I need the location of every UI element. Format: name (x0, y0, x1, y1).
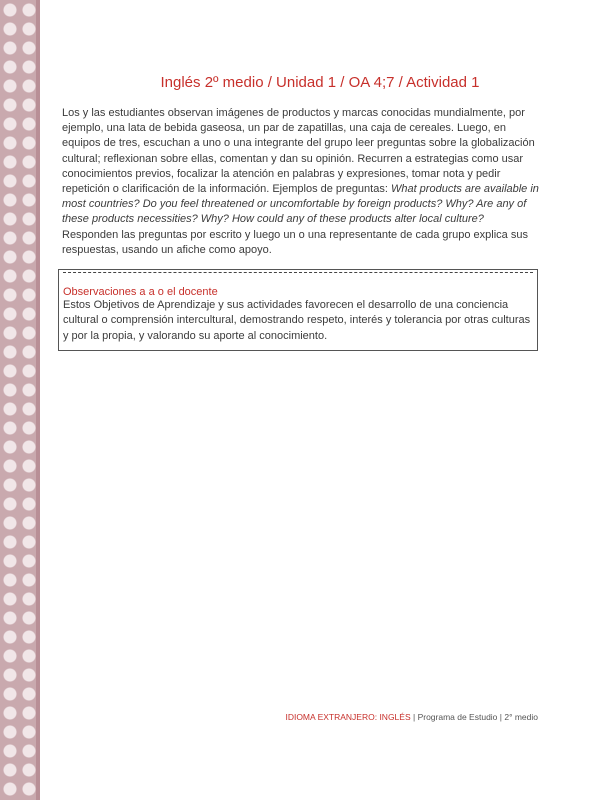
teacher-observations-box (58, 269, 538, 351)
footer-program: Programa de Estudio (417, 712, 498, 722)
page-title: Inglés 2º medio / Unidad 1 / OA 4;7 / Actividad 1 (160, 74, 480, 91)
activity-closing: Responden las preguntas por escrito y luego un o una representante de cada grupo explica sus respuestas, usando un afiche como apoyo. (62, 228, 528, 256)
page-footer (285, 712, 538, 722)
footer-separator-1: | (410, 712, 418, 722)
box-dashed-rule (63, 272, 533, 273)
activity-questions: What products are available in most countries? Do you feel threatened or uncomfortable by foreign products? Why? Are any of these products necessities? Why? How could any of these products alter local culture? (62, 183, 539, 226)
footer-grade: 2° medio (504, 712, 538, 722)
footer-subject: IDIOMA EXTRANJERO: INGLÉS (285, 712, 411, 722)
tile-pattern (0, 0, 40, 800)
activity-description (62, 106, 540, 258)
decorative-side-strip (0, 0, 40, 800)
strip-edge (36, 0, 40, 800)
activity-intro: Los y las estudiantes observan imágenes de productos y marcas conocidas mundialmente, por ejemplo, una lata de bebida gaseosa, un par de zapatillas, una caja de cereales. Luego, en equipos de tres, escuchan a uno o una integrante del grupo leer preguntas sobre la globalización cultural; reflexionan sobre ellas, comentan y dan su opinión. Recurren a estrategias como usar conocimientos previos, focalizar la atención en palabras y expresiones, tomar nota y pedir repetición o clarificación de la información. Ejemplos de preguntas: (62, 107, 535, 196)
observations-title: Observaciones a a o el docente (63, 286, 218, 298)
observations-text: Estos Objetivos de Aprendizaje y sus actividades favorecen el desarrollo de una conciencia cultural o comprensión intercultural, demostrando respeto, interés y tolerancia por otras culturas y por la propia, y valorando su aporte al conocimiento. (63, 299, 531, 342)
footer-separator-2: | (497, 712, 505, 722)
